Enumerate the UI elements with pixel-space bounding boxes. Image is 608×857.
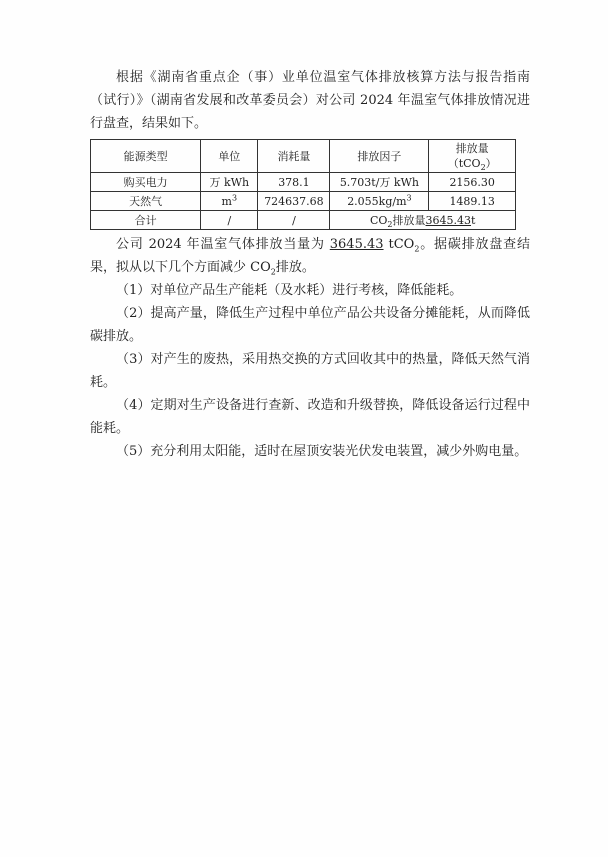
document-content <box>90 66 530 463</box>
cell-type: 购买电力 <box>91 173 201 192</box>
cell-factor <box>330 192 429 211</box>
table-row <box>91 192 516 211</box>
summary-text-3: 。据碳排放盘查结果，拟从以下几个方面减少 CO <box>90 237 530 275</box>
measure-item: （5）充分利用太阳能，适时在屋顶安装光伏发电装置，减少外购电量。 <box>116 444 528 459</box>
intro-year: 2024 <box>360 93 394 108</box>
table-row <box>91 173 516 192</box>
measure-item: （1）对单位产品生产能耗（及水耗）进行考核，降低能耗。 <box>116 283 463 298</box>
intro-text-2: 年温室气体排放情况进行盘查，结果如下。 <box>90 93 530 131</box>
intro-text-1: 根据《湖南省重点企（事）业单位温室气体排放核算方法与报告指南（试行）》（湖南省发展和改革委员会）对公司 <box>90 70 530 108</box>
total-prefix-rest: 排放量 <box>392 213 426 227</box>
cell-emission: 2156.30 <box>429 173 516 192</box>
summary-paragraph <box>90 233 530 279</box>
header-emission <box>429 140 516 173</box>
total-unit: / <box>201 211 258 230</box>
table-total-row <box>91 211 516 230</box>
total-value: 3645.43 <box>425 213 472 227</box>
summary-value: 3645.43 <box>329 237 384 252</box>
header-emission-text: 排放量（tCO <box>447 142 489 170</box>
total-prefix-sub: 2 <box>387 219 393 229</box>
header-unit: 单位 <box>201 140 258 173</box>
header-factor: 排放因子 <box>330 140 429 173</box>
summary-text-1: 公司 2024 年温室气体排放当量为 <box>116 237 325 252</box>
emission-table <box>90 139 516 230</box>
total-suffix: t <box>471 213 476 227</box>
measure-item: （3）对产生的废热，采用热交换的方式回收其中的热量，降低天然气消耗。 <box>90 352 530 390</box>
total-prefix: CO <box>369 213 388 227</box>
summary-sub-2: 2 <box>270 267 276 277</box>
cell-type: 天然气 <box>91 192 201 211</box>
cell-factor-text: 2.055kg/m <box>347 194 407 208</box>
total-consumption: / <box>258 211 330 230</box>
table-header-row <box>91 140 516 173</box>
cell-unit: 万 kWh <box>201 173 258 192</box>
measure-item: （2）提高产量，降低生产过程中单位产品公共设备分摊能耗，从而降低碳排放。 <box>90 306 530 344</box>
summary-sub: 2 <box>414 244 420 254</box>
header-energy-type: 能源类型 <box>91 140 201 173</box>
cell-factor-sup: 3 <box>406 192 412 202</box>
header-emission-sub: 2 <box>480 163 486 173</box>
summary-text-4: 排放。 <box>275 260 315 275</box>
cell-consumption: 378.1 <box>258 173 330 192</box>
summary-text-2: tCO <box>388 237 415 252</box>
intro-paragraph <box>90 66 530 135</box>
cell-emission: 1489.13 <box>429 192 516 211</box>
measure-item: （4）定期对生产设备进行查新、改造和升级替换，降低设备运行过程中能耗。 <box>90 398 530 436</box>
cell-consumption: 724637.68 <box>258 192 330 211</box>
header-emission-close: ） <box>485 157 497 170</box>
cell-factor: 5.703t/万 kWh <box>330 173 429 192</box>
cell-unit-text: m <box>221 194 232 208</box>
total-emission <box>330 211 516 230</box>
cell-unit-sup: 3 <box>231 192 238 202</box>
header-consumption: 消耗量 <box>258 140 330 173</box>
cell-unit <box>201 192 258 211</box>
total-label: 合计 <box>91 211 201 230</box>
